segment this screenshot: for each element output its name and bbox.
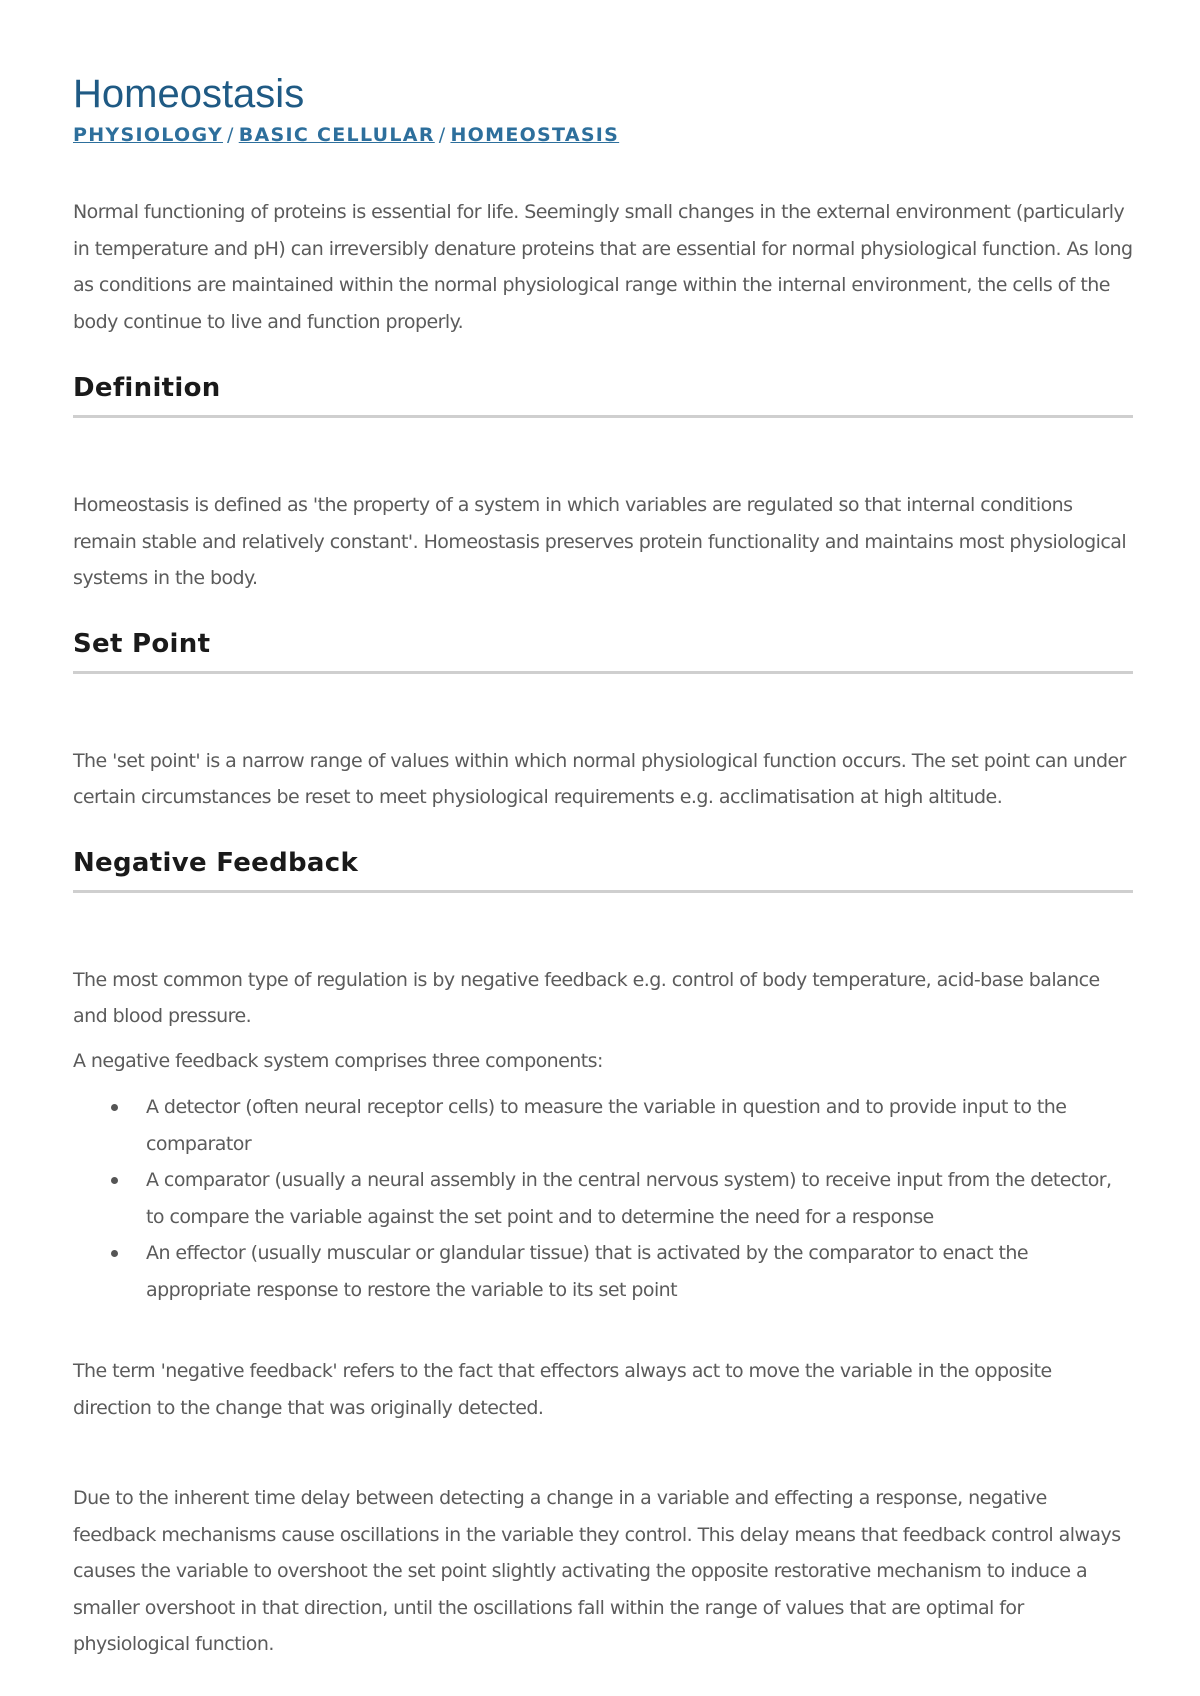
definition-paragraph: Homeostasis is defined as 'the property of a system in which variables are regulated so that internal conditions remain stable and relatively constant'. Homeostasis preserves protein functionality and maintains most physiological systems in the body.	[73, 494, 1127, 589]
breadcrumb-link-homeostasis[interactable]: HOMEOSTASIS	[450, 124, 620, 146]
set-point-paragraph: The 'set point' is a narrow range of values within which normal physiological function occurs. The set point can under certain circumstances be reset to meet physiological requirements e.g. acclimatisation at high altitude.	[73, 749, 1126, 808]
intro-paragraph: Normal functioning of proteins is essential for life. Seemingly small changes in the external environment (particularly in temperature and pH) can irreversibly denature proteins that are essential for normal physiological function. As long as conditions are maintained within the normal physiological range within the internal environment, the cells of the body continue to live and function properly.	[73, 201, 1133, 333]
breadcrumb-link-basic-cellular[interactable]: BASIC CELLULAR	[238, 124, 435, 146]
section-heading-negative-feedback: Negative Feedback	[73, 846, 1133, 893]
breadcrumb	[73, 122, 1133, 148]
term-paragraph: The term 'negative feedback' refers to the fact that effectors always act to move the variable in the opposite direction to the change that was originally detected.	[73, 1360, 1052, 1419]
section-heading-definition: Definition	[73, 371, 1133, 418]
delay-paragraph: Due to the inherent time delay between detecting a change in a variable and effecting a response, negative feedback mechanisms cause oscillations in the variable they control. This delay means that feedback control always causes the variable to overshoot the set point slightly activating the opposite restorative mechanism to induce a smaller overshoot in that direction, until the oscillations fall within the range of values that are optimal for physiological function.	[73, 1487, 1121, 1655]
list-item-comparator: A comparator (usually a neural assembly in the central nervous system) to receive input from the detector, to compare the variable against the set point and to determine the need for a response	[146, 1162, 1133, 1235]
list-item-effector: An effector (usually muscular or glandular tissue) that is activated by the comparator to enact the appropriate response to restore the variable to its set point	[146, 1235, 1133, 1308]
list-item-detector: A detector (often neural receptor cells) to measure the variable in question and to provide input to the comparator	[146, 1089, 1133, 1162]
components-list	[73, 1089, 1133, 1308]
article	[73, 70, 1133, 1663]
components-intro: A negative feedback system comprises three components:	[73, 1049, 603, 1072]
section-heading-set-point: Set Point	[73, 627, 1133, 674]
breadcrumb-link-physiology[interactable]: PHYSIOLOGY	[73, 124, 224, 146]
breadcrumb-separator: /	[227, 124, 235, 146]
negative-feedback-paragraph: The most common type of regulation is by negative feedback e.g. control of body temperature, acid-base balance and blood pressure.	[73, 968, 1100, 1027]
breadcrumb-separator: /	[438, 124, 447, 146]
page-title: Homeostasis	[73, 72, 305, 116]
